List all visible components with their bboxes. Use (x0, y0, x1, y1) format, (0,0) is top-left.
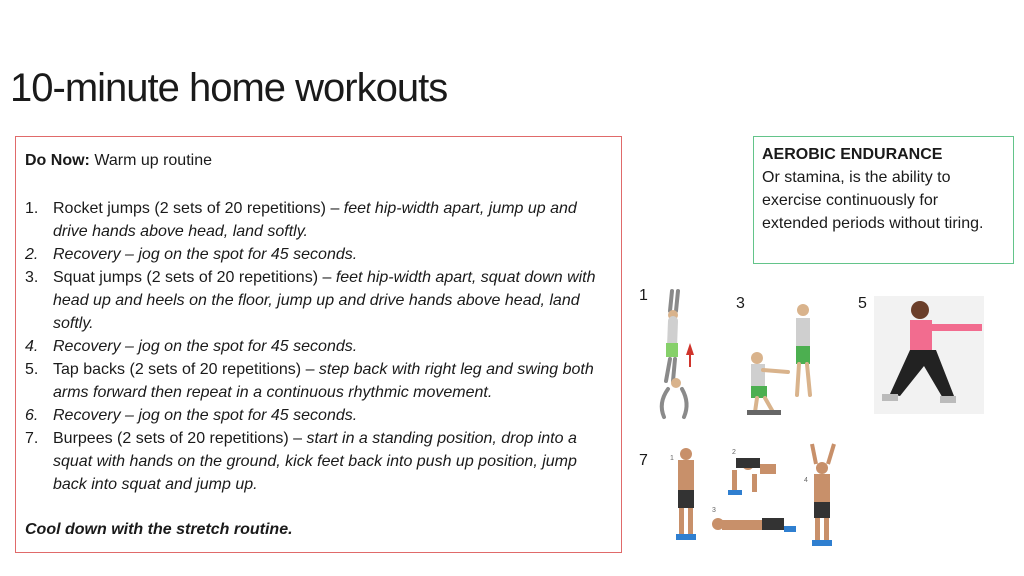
cooldown-note: Cool down with the stretch routine. (25, 521, 293, 538)
burpee-sequence-image (662, 440, 842, 548)
step-item (25, 197, 615, 243)
step-number: 5. (25, 361, 39, 378)
step-detail: feet hip-width apart, jump up and drive hands above head, land softly. (53, 200, 577, 240)
step-text: Squat jumps (2 sets of 20 repetitions) – (53, 269, 336, 286)
step-number: 1. (25, 200, 39, 217)
step-detail: Recovery – jog on the spot for 45 seconds. (53, 246, 358, 263)
step-text: Tap backs (2 sets of 20 repetitions) – (53, 361, 319, 378)
do-now-heading (25, 152, 212, 170)
step-item (25, 358, 615, 404)
page-title: 10-minute home workouts (10, 66, 448, 110)
image-label-1: 1 (639, 287, 648, 304)
aerobic-title: AEROBIC ENDURANCE (762, 146, 943, 163)
step-number: 7. (25, 430, 39, 447)
step-number: 3. (25, 269, 39, 286)
burpee-step-label: 2 (732, 449, 736, 456)
step-detail: Recovery – jog on the spot for 45 seconds. (53, 407, 358, 424)
step-text: Rocket jumps (2 sets of 20 repetitions) – (53, 200, 344, 217)
aerobic-endurance-box (753, 136, 1014, 264)
squat-jump-image (733, 300, 828, 425)
burpee-step-label: 3 (712, 507, 716, 514)
do-now-text: Warm up routine (94, 152, 212, 169)
rocket-jump-image (648, 285, 708, 425)
do-now-box (15, 136, 622, 553)
step-item (25, 266, 615, 335)
image-label-5: 5 (858, 295, 867, 312)
rocket-jump-figure (666, 291, 678, 381)
step-item (25, 243, 615, 266)
aerobic-definition: Or stamina, is the ability to exercise continuously for extended periods without tiring. (762, 169, 984, 232)
step-number: 4. (25, 338, 39, 355)
step-item (25, 404, 615, 427)
step-number: 2. (25, 246, 39, 263)
step-number: 6. (25, 407, 39, 424)
step-item (25, 335, 615, 358)
step-detail: feet hip-width apart, squat down with head up and heels on the floor, jump up and drive hands above head, land softly. (53, 269, 596, 332)
step-item (25, 427, 615, 496)
burpee-step-label: 4 (804, 477, 808, 484)
burpee-step-label: 1 (670, 455, 674, 462)
step-text: Burpees (2 sets of 20 repetitions) – (53, 430, 307, 447)
warmup-steps (25, 197, 615, 496)
image-label-7: 7 (639, 452, 648, 469)
step-detail: step back with right leg and swing both arms forward then repeat in a continuous rhythmic movement. (53, 361, 594, 401)
image-label-3: 3 (736, 295, 745, 312)
tap-back-image (874, 296, 984, 414)
step-detail: start in a standing position, drop into a squat with hands on the ground, kick feet back into push up position, jump back into squat and jump up. (53, 430, 577, 493)
do-now-label: Do Now: (25, 152, 90, 169)
step-detail: Recovery – jog on the spot for 45 seconds. (53, 338, 358, 355)
